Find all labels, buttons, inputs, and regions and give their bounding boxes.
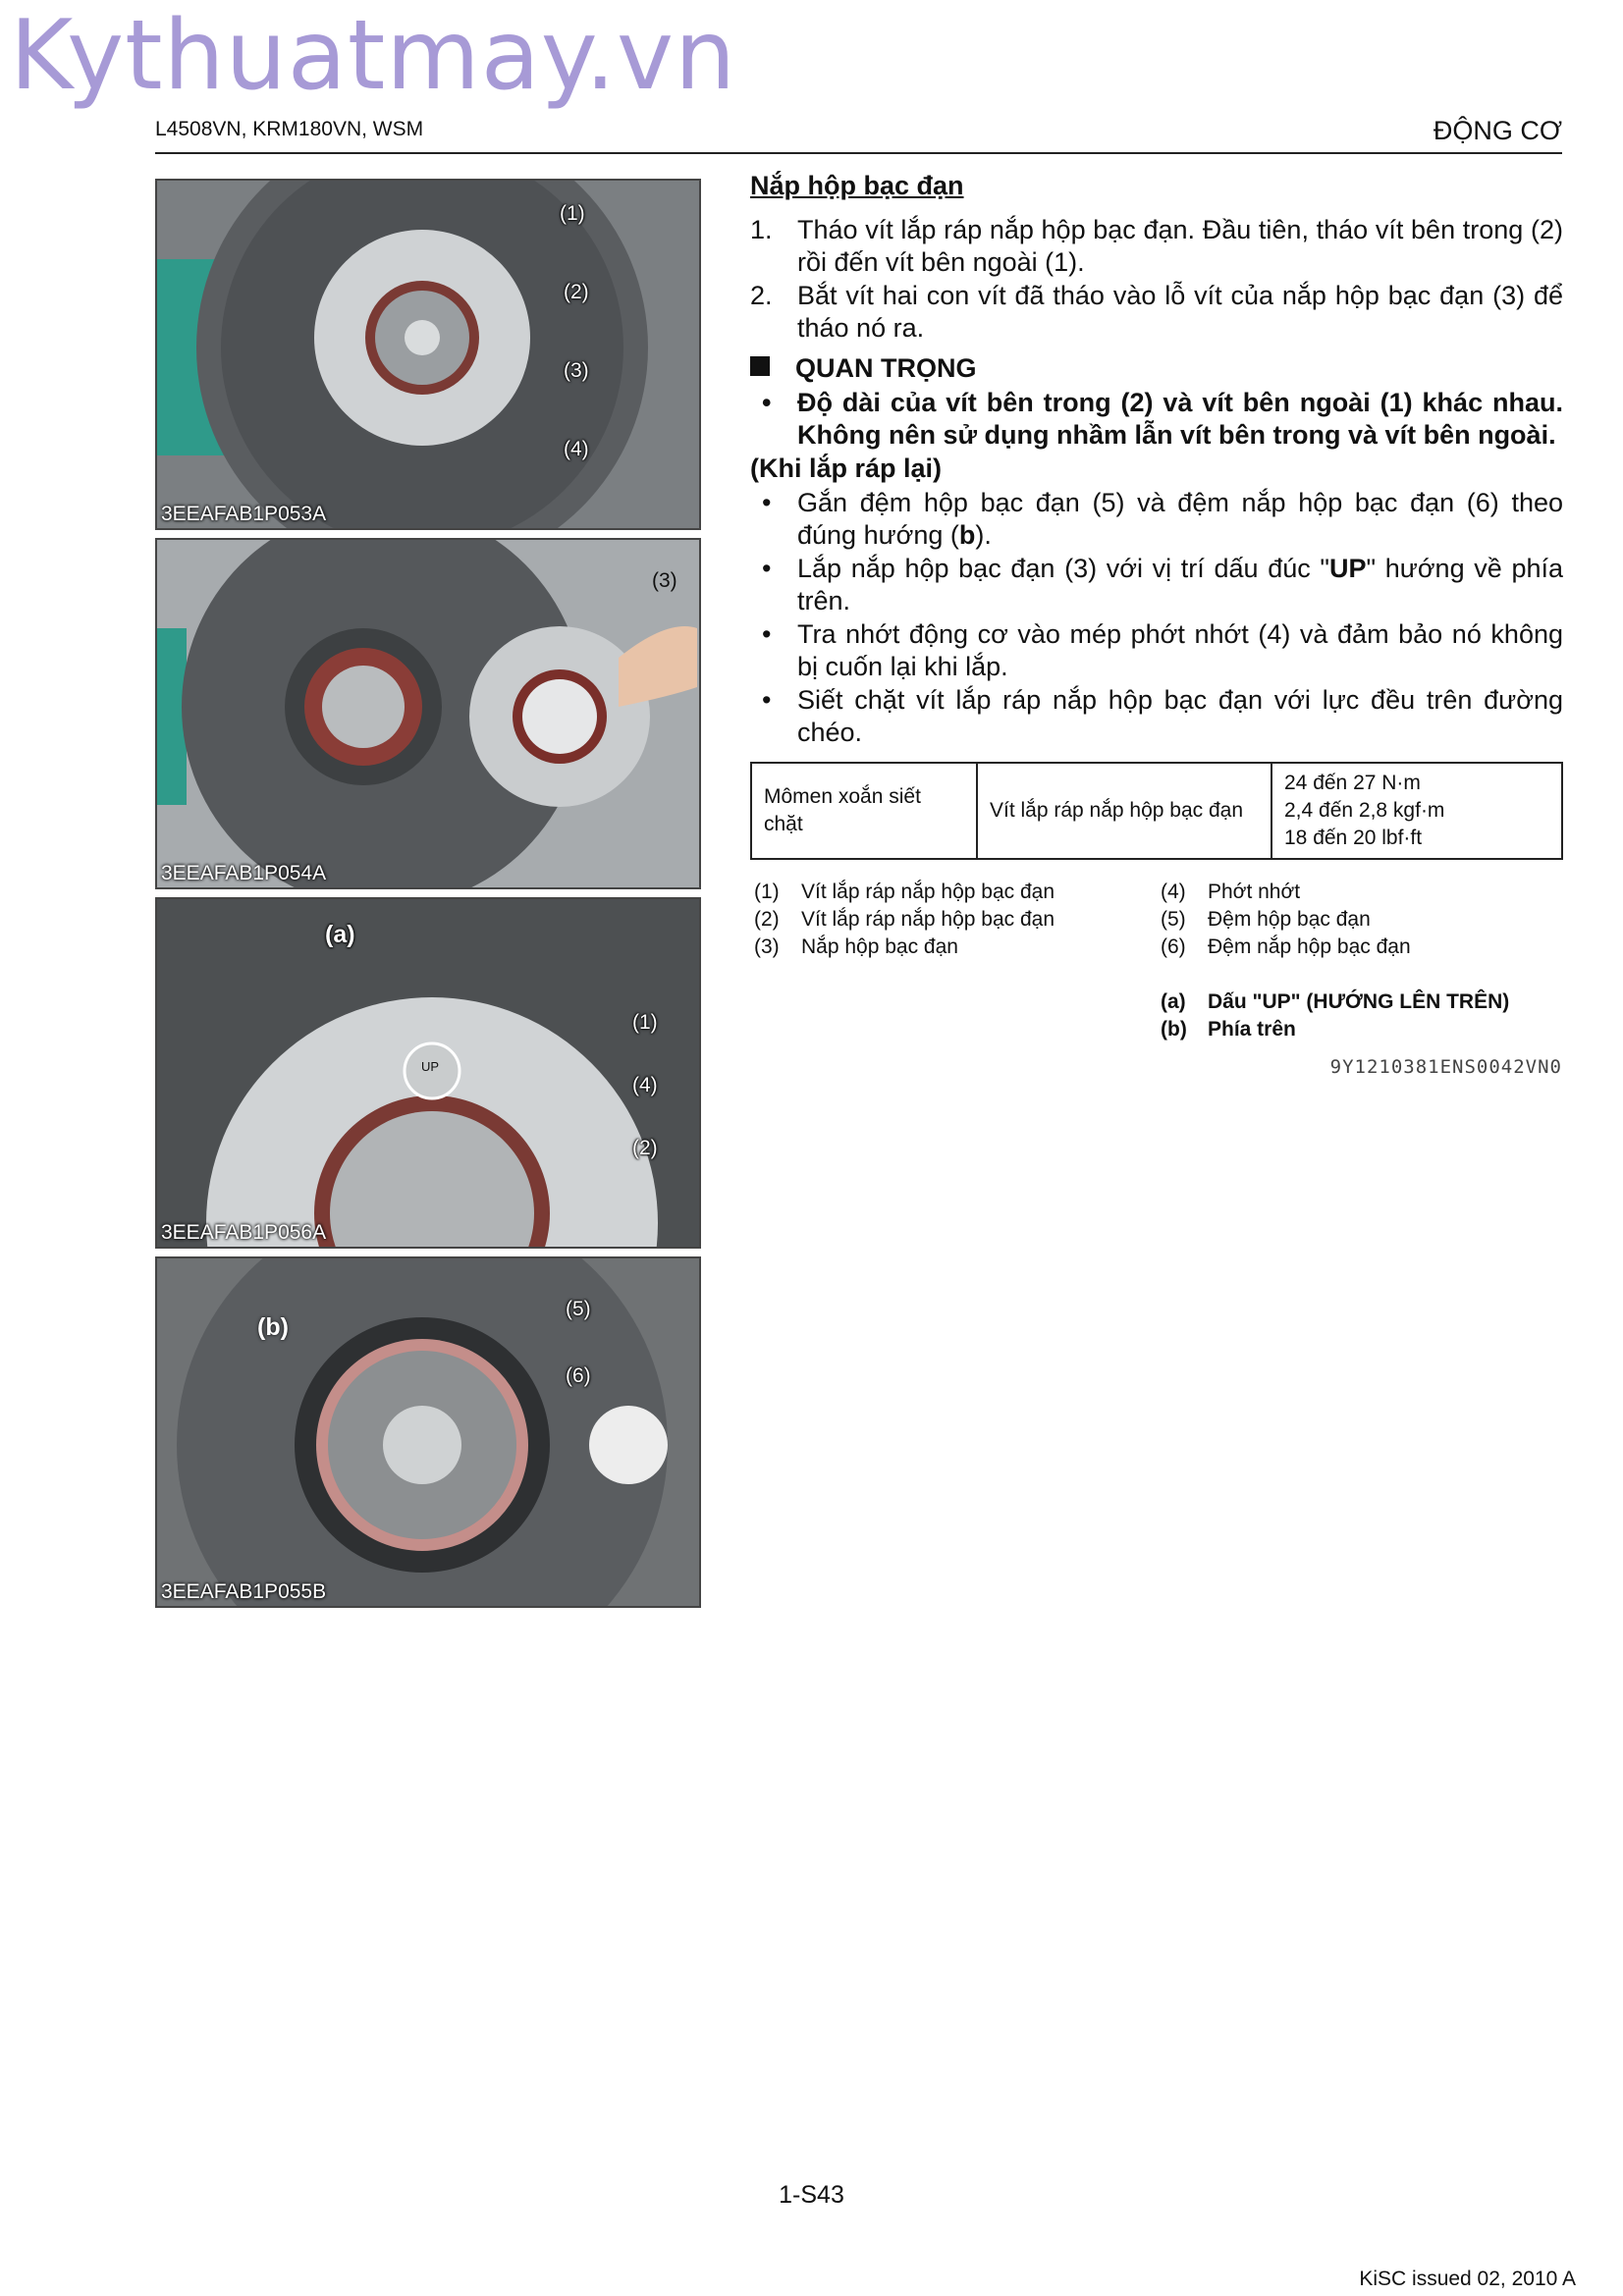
important-note: [750, 387, 1563, 452]
legend-label: Phớt nhớt: [1208, 881, 1301, 903]
photo-2-drawing: [157, 540, 699, 887]
photo-4-drawing: [157, 1258, 699, 1606]
legend-label: Đệm hộp bạc đạn: [1208, 908, 1371, 931]
document-code: 9Y1210381ENS0042VN0: [1329, 1056, 1562, 1078]
torque-spec-table: [750, 762, 1563, 860]
item-bold: b: [958, 520, 976, 550]
callout-2: (2): [564, 281, 589, 303]
legend-item: [754, 906, 1055, 934]
spec-label: Mômen xoắn siết chặt: [751, 763, 977, 859]
step-text: Tháo vít lắp ráp nắp hộp bạc đạn. Đầu tiên, tháo vít bên trong (2) rồi đến vít bên ngoài (1).: [797, 215, 1563, 277]
legend-item: [1161, 934, 1411, 961]
step-number: 2.: [750, 281, 773, 310]
reassembly-heading: (Khi lắp ráp lại): [750, 454, 943, 483]
step-1: [750, 214, 1563, 279]
bullet-icon: •: [762, 488, 772, 517]
reassembly-item: [750, 487, 1563, 552]
callout-3: (3): [564, 359, 589, 382]
legend-label: Vít lắp ráp nắp hộp bạc đạn: [801, 881, 1055, 903]
spec-value-nm: 24 đến 27 N·m: [1284, 772, 1421, 794]
photo-caption: 3EEAFAB1P053A: [161, 503, 327, 525]
legend-key: (3): [754, 935, 780, 958]
legend-left: [754, 879, 1055, 961]
legend-item: [1161, 906, 1411, 934]
legend-key: (2): [754, 908, 780, 931]
legend-item: [1161, 988, 1509, 1016]
square-bullet-icon: [750, 356, 770, 376]
bullet-icon: •: [762, 554, 772, 583]
photo-caption: 3EEAFAB1P055B: [161, 1580, 327, 1603]
legend-label: Đệm nắp hộp bạc đạn: [1208, 935, 1411, 958]
table-row: [751, 763, 1562, 859]
legend-key: (5): [1161, 908, 1186, 931]
legend-key: (b): [1161, 1018, 1187, 1041]
legend-label: Nắp hộp bạc đạn: [801, 935, 958, 958]
photo-bearing-case-cover-bolts: [155, 179, 701, 530]
item-text: Gắn đệm hộp bạc đạn (5) và đệm nắp hộp bạc đạn (6) theo đúng hướng (: [797, 488, 1563, 550]
bullet-icon: •: [762, 619, 772, 649]
up-mark: UP: [421, 1059, 440, 1074]
item-text: Tra nhớt động cơ vào mép phớt nhớt (4) và đảm bảo nó không bị cuốn lại khi lắp.: [797, 619, 1563, 681]
legend-key: (6): [1161, 935, 1186, 958]
important-heading: [750, 353, 977, 384]
photo-gaskets: [155, 1256, 701, 1608]
callout-b: (b): [257, 1313, 289, 1341]
callout-4: (4): [632, 1074, 658, 1096]
photo-1-drawing: [157, 181, 699, 528]
photo-up-mark: [155, 897, 701, 1249]
legend-key: (4): [1161, 881, 1186, 903]
legend-label: Vít lắp ráp nắp hộp bạc đạn: [801, 908, 1055, 931]
header-rule: [155, 152, 1562, 154]
callout-4: (4): [564, 438, 589, 460]
watermark: Kythuatmay.vn: [10, 0, 737, 112]
reassembly-item: [750, 684, 1563, 749]
spec-values: [1271, 763, 1562, 859]
legend-label: Phía trên: [1208, 1018, 1296, 1041]
legend-item: [1161, 1016, 1509, 1043]
photo-caption: 3EEAFAB1P054A: [161, 862, 327, 884]
spec-part: Vít lắp ráp nắp hộp bạc đạn: [977, 763, 1271, 859]
header-chapter: ĐỘNG CƠ: [1433, 116, 1562, 145]
legend-marks: [1161, 988, 1509, 1043]
legend-item: [1161, 879, 1411, 906]
item-text: Siết chặt vít lắp ráp nắp hộp bạc đạn với lực đều trên đường chéo.: [797, 685, 1563, 747]
callout-5: (5): [566, 1298, 591, 1320]
bullet-icon: •: [762, 388, 772, 417]
callout-a: (a): [325, 921, 355, 948]
legend-key: (1): [754, 881, 780, 903]
header-manual-code: L4508VN, KRM180VN, WSM: [155, 118, 424, 140]
spec-value-kgfm: 2,4 đến 2,8 kgf·m: [1284, 799, 1445, 822]
section-title: Nắp hộp bạc đạn: [750, 171, 964, 200]
callout-2: (2): [632, 1137, 658, 1159]
legend-key: (a): [1161, 990, 1186, 1013]
bullet-icon: •: [762, 685, 772, 715]
page-number: 1-S43: [779, 2181, 844, 2209]
callout-1: (1): [560, 202, 585, 225]
issued-note: KiSC issued 02, 2010 A: [1359, 2268, 1576, 2290]
photo-cover-removed: [155, 538, 701, 889]
callout-3: (3): [652, 569, 677, 592]
legend-label: Dấu "UP" (HƯỚNG LÊN TRÊN): [1208, 990, 1510, 1013]
step-2: [750, 280, 1563, 345]
spec-value-lbfft: 18 đến 20 lbf·ft: [1284, 827, 1423, 849]
step-number: 1.: [750, 215, 773, 244]
item-bold: UP: [1328, 554, 1367, 583]
callout-1: (1): [632, 1011, 658, 1034]
reassembly-item: [750, 618, 1563, 683]
reassembly-item: [750, 553, 1563, 617]
step-text: Bắt vít hai con vít đã tháo vào lỗ vít của nắp hộp bạc đạn (3) để tháo nó ra.: [797, 281, 1563, 343]
item-text-end: " hướng về phía trên.: [797, 554, 1563, 615]
callout-6: (6): [566, 1364, 591, 1387]
legend-item: [754, 879, 1055, 906]
important-text: Độ dài của vít bên trong (2) và vít bên ngoài (1) khác nhau. Không nên sử dụng nhầm lẫn vít bên trong và vít bên ngoài.: [797, 388, 1563, 450]
photo-caption: 3EEAFAB1P056A: [161, 1221, 327, 1244]
item-text: Lắp nắp hộp bạc đạn (3) với vị trí dấu đúc ": [797, 554, 1329, 583]
item-text-end: ).: [975, 520, 992, 550]
legend-item: [754, 934, 1055, 961]
legend-right: [1161, 879, 1411, 961]
important-label: QUAN TRỌNG: [795, 353, 977, 383]
